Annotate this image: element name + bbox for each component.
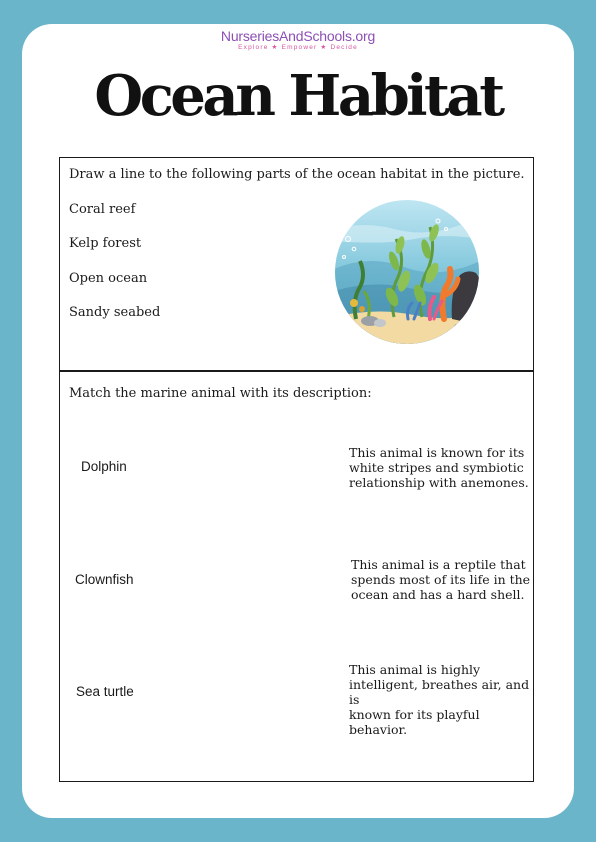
- page-title: Ocean Habitat: [94, 63, 502, 129]
- logo-tagline: Explore ★ Empower ★ Decide: [238, 44, 358, 51]
- description-3-line: This animal is highly: [349, 662, 481, 677]
- part-label-kelp-forest: Kelp forest: [69, 236, 142, 251]
- habitat-parts-box: [59, 157, 534, 372]
- part-label-open-ocean: Open ocean: [69, 271, 148, 286]
- animal-match-box: [59, 370, 534, 782]
- description-3: [349, 662, 535, 737]
- part-label-sandy-seabed: Sandy seabed: [69, 305, 161, 320]
- site-logo: [0, 28, 596, 52]
- animal-label-sea-turtle: Sea turtle: [76, 684, 134, 699]
- description-1-line: This animal is known for its: [349, 445, 525, 460]
- description-2-line: This animal is a reptile that: [351, 557, 526, 572]
- description-2-line: ocean and has a hard shell.: [351, 587, 525, 602]
- description-3-line: known for its playful: [349, 707, 480, 722]
- description-1: [349, 445, 535, 490]
- logo-text: NurseriesAndSchools.org: [220, 28, 376, 44]
- part-label-coral-reef: Coral reef: [69, 202, 136, 217]
- description-1-line: white stripes and symbiotic: [349, 460, 524, 475]
- description-3-line: intelligent, breathes air, and is: [349, 677, 530, 707]
- animal-label-dolphin: Dolphin: [81, 459, 127, 474]
- description-3-line: behavior.: [349, 722, 408, 737]
- section1-instruction: Draw a line to the following parts of the ocean habitat in the picture.: [69, 167, 525, 182]
- description-2-line: spends most of its life in the: [351, 572, 531, 587]
- description-1-line: relationship with anemones.: [349, 475, 529, 490]
- animal-label-clownfish: Clownfish: [75, 572, 134, 587]
- section2-instruction: Match the marine animal with its description:: [69, 386, 372, 401]
- description-2: [351, 557, 537, 602]
- ocean-habitat-illustration: [334, 199, 480, 345]
